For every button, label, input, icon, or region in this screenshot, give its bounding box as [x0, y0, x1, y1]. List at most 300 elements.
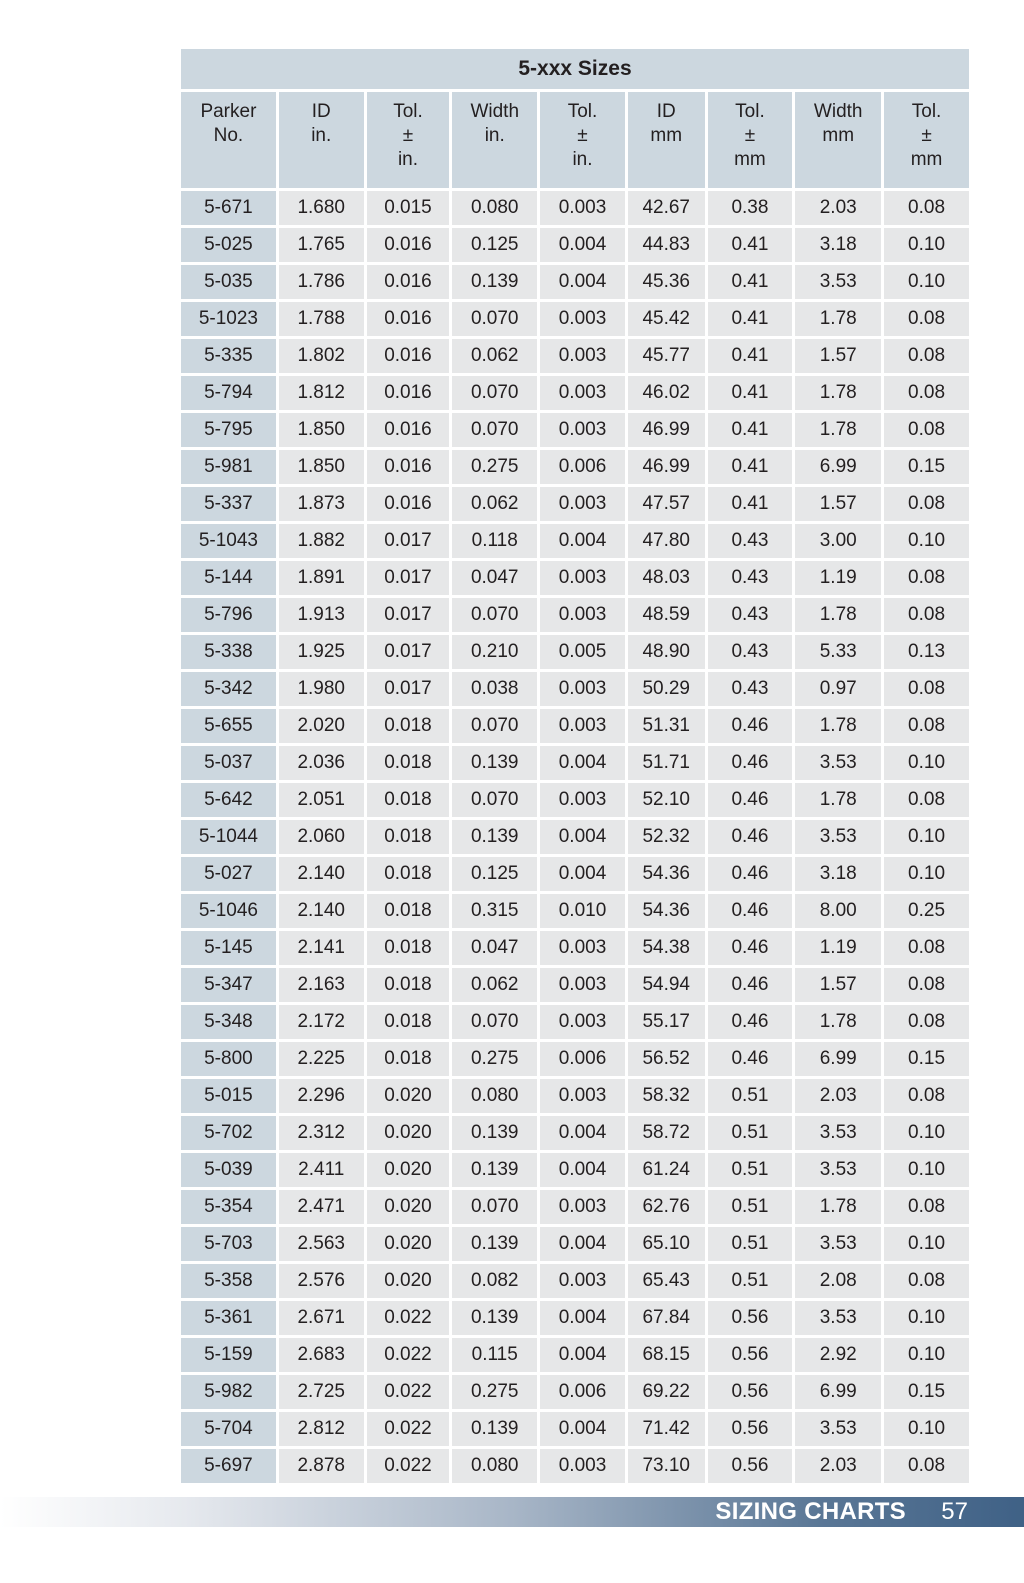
table-cell: 62.76	[628, 1190, 705, 1224]
table-cell: 0.020	[367, 1190, 450, 1224]
table-cell: 1.812	[279, 376, 364, 410]
table-cell: 45.42	[628, 302, 705, 336]
table-cell: 0.017	[367, 672, 450, 706]
table-cell: 6.99	[795, 450, 881, 484]
table-cell: 2.683	[279, 1338, 364, 1372]
parker-number-cell: 5-642	[181, 783, 276, 817]
table-cell: 1.980	[279, 672, 364, 706]
table-cell: 0.005	[540, 635, 625, 669]
table-cell: 3.53	[795, 1301, 881, 1335]
table-row	[181, 413, 969, 447]
table-cell: 0.004	[540, 524, 625, 558]
table-cell: 45.36	[628, 265, 705, 299]
table-cell: 2.172	[279, 1005, 364, 1039]
table-cell: 0.003	[540, 1190, 625, 1224]
table-row	[181, 968, 969, 1002]
table-cell: 0.08	[884, 709, 969, 743]
parker-number-cell: 5-704	[181, 1412, 276, 1446]
table-cell: 2.471	[279, 1190, 364, 1224]
column-header: ID mm	[628, 92, 705, 188]
table-cell: 0.10	[884, 1301, 969, 1335]
table-cell: 0.010	[540, 894, 625, 928]
table-cell: 1.78	[795, 598, 881, 632]
table-cell: 0.018	[367, 931, 450, 965]
table-row	[181, 635, 969, 669]
table-cell: 0.46	[708, 1005, 793, 1039]
column-header: Width in.	[452, 92, 537, 188]
table-cell: 0.139	[452, 265, 537, 299]
column-header: Parker No.	[181, 92, 276, 188]
table-cell: 0.25	[884, 894, 969, 928]
table-cell: 2.225	[279, 1042, 364, 1076]
table-cell: 0.080	[452, 191, 537, 225]
table-cell: 0.022	[367, 1412, 450, 1446]
header-row	[181, 92, 969, 188]
table-cell: 0.004	[540, 1153, 625, 1187]
table-cell: 2.060	[279, 820, 364, 854]
parker-number-cell: 5-037	[181, 746, 276, 780]
table-cell: 0.070	[452, 413, 537, 447]
table-cell: 0.018	[367, 894, 450, 928]
table-row	[181, 1153, 969, 1187]
table-row	[181, 1301, 969, 1335]
table-cell: 0.118	[452, 524, 537, 558]
table-cell: 2.163	[279, 968, 364, 1002]
table-cell: 0.016	[367, 450, 450, 484]
table-cell: 6.99	[795, 1042, 881, 1076]
table-cell: 0.003	[540, 561, 625, 595]
table-cell: 0.070	[452, 1190, 537, 1224]
table-cell: 0.020	[367, 1116, 450, 1150]
table-cell: 1.57	[795, 339, 881, 373]
table-cell: 0.018	[367, 709, 450, 743]
parker-number-cell: 5-015	[181, 1079, 276, 1113]
table-cell: 2.08	[795, 1264, 881, 1298]
table-cell: 2.03	[795, 191, 881, 225]
table-cell: 0.46	[708, 709, 793, 743]
parker-number-cell: 5-145	[181, 931, 276, 965]
table-cell: 0.003	[540, 1079, 625, 1113]
table-row	[181, 265, 969, 299]
table-cell: 58.72	[628, 1116, 705, 1150]
table-cell: 0.56	[708, 1375, 793, 1409]
table-cell: 1.78	[795, 783, 881, 817]
table-cell: 0.08	[884, 1449, 969, 1483]
table-cell: 0.56	[708, 1449, 793, 1483]
parker-number-cell: 5-981	[181, 450, 276, 484]
table-row	[181, 1079, 969, 1113]
table-cell: 0.15	[884, 1375, 969, 1409]
parker-number-cell: 5-347	[181, 968, 276, 1002]
table-cell: 0.062	[452, 968, 537, 1002]
table-cell: 0.43	[708, 672, 793, 706]
table-cell: 3.53	[795, 820, 881, 854]
column-header: Tol. ± in.	[540, 92, 625, 188]
table-cell: 2.671	[279, 1301, 364, 1335]
parker-number-cell: 5-361	[181, 1301, 276, 1335]
table-cell: 61.24	[628, 1153, 705, 1187]
table-cell: 2.03	[795, 1449, 881, 1483]
parker-number-cell: 5-702	[181, 1116, 276, 1150]
table-cell: 1.873	[279, 487, 364, 521]
table-row	[181, 1190, 969, 1224]
table-cell: 2.312	[279, 1116, 364, 1150]
parker-number-cell: 5-795	[181, 413, 276, 447]
table-cell: 3.53	[795, 1116, 881, 1150]
table-cell: 0.004	[540, 1116, 625, 1150]
parker-number-cell: 5-335	[181, 339, 276, 373]
table-cell: 0.003	[540, 413, 625, 447]
table-cell: 0.082	[452, 1264, 537, 1298]
table-cell: 0.080	[452, 1079, 537, 1113]
table-cell: 0.018	[367, 857, 450, 891]
table-cell: 0.51	[708, 1153, 793, 1187]
table-cell: 3.00	[795, 524, 881, 558]
table-cell: 0.016	[367, 376, 450, 410]
table-cell: 54.36	[628, 894, 705, 928]
table-cell: 1.802	[279, 339, 364, 373]
table-cell: 0.10	[884, 1338, 969, 1372]
parker-number-cell: 5-337	[181, 487, 276, 521]
column-header: Tol. ± mm	[884, 92, 969, 188]
table-cell: 1.913	[279, 598, 364, 632]
parker-number-cell: 5-025	[181, 228, 276, 262]
table-cell: 0.10	[884, 746, 969, 780]
table-cell: 2.020	[279, 709, 364, 743]
parker-number-cell: 5-697	[181, 1449, 276, 1483]
parker-number-cell: 5-159	[181, 1338, 276, 1372]
table-cell: 0.56	[708, 1338, 793, 1372]
table-cell: 1.19	[795, 561, 881, 595]
table-cell: 3.53	[795, 1412, 881, 1446]
table-cell: 0.125	[452, 857, 537, 891]
table-cell: 3.53	[795, 1227, 881, 1261]
table-cell: 0.004	[540, 1301, 625, 1335]
table-cell: 0.004	[540, 265, 625, 299]
table-cell: 0.51	[708, 1264, 793, 1298]
footer-section-label: SIZING CHARTS	[715, 1498, 906, 1525]
table-cell: 0.004	[540, 746, 625, 780]
table-cell: 1.788	[279, 302, 364, 336]
table-row	[181, 228, 969, 262]
table-row	[181, 376, 969, 410]
table-cell: 0.38	[708, 191, 793, 225]
table-cell: 73.10	[628, 1449, 705, 1483]
table-cell: 0.51	[708, 1190, 793, 1224]
table-cell: 1.78	[795, 302, 881, 336]
table-cell: 0.46	[708, 783, 793, 817]
table-cell: 0.022	[367, 1301, 450, 1335]
table-cell: 0.004	[540, 1227, 625, 1261]
table-cell: 0.016	[367, 302, 450, 336]
table-cell: 0.08	[884, 191, 969, 225]
table-cell: 0.017	[367, 635, 450, 669]
table-cell: 0.10	[884, 265, 969, 299]
parker-number-cell: 5-671	[181, 191, 276, 225]
title-row	[181, 49, 969, 89]
table-cell: 1.850	[279, 450, 364, 484]
table-cell: 0.10	[884, 228, 969, 262]
table-row	[181, 1005, 969, 1039]
table-row	[181, 1338, 969, 1372]
table-cell: 0.038	[452, 672, 537, 706]
table-cell: 0.51	[708, 1227, 793, 1261]
table-cell: 0.08	[884, 487, 969, 521]
table-cell: 0.08	[884, 598, 969, 632]
table-cell: 0.139	[452, 746, 537, 780]
table-cell: 55.17	[628, 1005, 705, 1039]
table-cell: 0.003	[540, 339, 625, 373]
table-cell: 0.003	[540, 598, 625, 632]
table-cell: 0.10	[884, 857, 969, 891]
table-cell: 0.08	[884, 1005, 969, 1039]
table-cell: 2.051	[279, 783, 364, 817]
parker-number-cell: 5-655	[181, 709, 276, 743]
table-cell: 0.10	[884, 1412, 969, 1446]
table-cell: 2.03	[795, 1079, 881, 1113]
parker-number-cell: 5-1046	[181, 894, 276, 928]
table-cell: 1.925	[279, 635, 364, 669]
table-row	[181, 524, 969, 558]
table-row	[181, 1264, 969, 1298]
table-cell: 0.15	[884, 450, 969, 484]
table-cell: 52.10	[628, 783, 705, 817]
table-cell: 0.003	[540, 302, 625, 336]
table-cell: 0.43	[708, 561, 793, 595]
table-cell: 0.020	[367, 1079, 450, 1113]
column-header: ID in.	[279, 92, 364, 188]
table-cell: 0.10	[884, 1153, 969, 1187]
table-cell: 47.57	[628, 487, 705, 521]
table-cell: 56.52	[628, 1042, 705, 1076]
table-cell: 0.10	[884, 820, 969, 854]
table-cell: 0.10	[884, 1227, 969, 1261]
table-cell: 0.275	[452, 450, 537, 484]
table-cell: 2.140	[279, 894, 364, 928]
table-cell: 0.210	[452, 635, 537, 669]
table-row	[181, 1375, 969, 1409]
table-cell: 42.67	[628, 191, 705, 225]
table-row	[181, 894, 969, 928]
table-cell: 0.08	[884, 968, 969, 1002]
table-cell: 48.59	[628, 598, 705, 632]
table-cell: 0.022	[367, 1375, 450, 1409]
table-cell: 0.003	[540, 968, 625, 1002]
table-cell: 54.36	[628, 857, 705, 891]
table-cell: 1.19	[795, 931, 881, 965]
table-cell: 0.020	[367, 1227, 450, 1261]
parker-number-cell: 5-354	[181, 1190, 276, 1224]
table-row	[181, 709, 969, 743]
table-cell: 0.275	[452, 1375, 537, 1409]
table-row	[181, 783, 969, 817]
table-row	[181, 1116, 969, 1150]
table-row	[181, 1227, 969, 1261]
table-cell: 2.411	[279, 1153, 364, 1187]
table-cell: 0.003	[540, 191, 625, 225]
table-row	[181, 450, 969, 484]
table-cell: 52.32	[628, 820, 705, 854]
table-cell: 0.016	[367, 413, 450, 447]
table-cell: 1.882	[279, 524, 364, 558]
table-cell: 1.78	[795, 1005, 881, 1039]
table-cell: 58.32	[628, 1079, 705, 1113]
parker-number-cell: 5-342	[181, 672, 276, 706]
table-cell: 0.46	[708, 968, 793, 1002]
table-row	[181, 1412, 969, 1446]
table-title: 5-xxx Sizes	[181, 49, 969, 89]
table-cell: 3.53	[795, 265, 881, 299]
table-cell: 0.15	[884, 1042, 969, 1076]
table-cell: 0.003	[540, 783, 625, 817]
table-cell: 0.006	[540, 450, 625, 484]
table-cell: 1.78	[795, 413, 881, 447]
table-cell: 0.08	[884, 783, 969, 817]
table-cell: 0.08	[884, 1079, 969, 1113]
table-cell: 0.047	[452, 931, 537, 965]
table-cell: 0.46	[708, 820, 793, 854]
table-cell: 51.71	[628, 746, 705, 780]
table-cell: 0.43	[708, 524, 793, 558]
table-cell: 2.296	[279, 1079, 364, 1113]
table-row	[181, 931, 969, 965]
table-cell: 0.139	[452, 1153, 537, 1187]
table-cell: 0.004	[540, 857, 625, 891]
table-cell: 0.97	[795, 672, 881, 706]
table-cell: 0.46	[708, 931, 793, 965]
table-cell: 0.08	[884, 376, 969, 410]
table-cell: 2.878	[279, 1449, 364, 1483]
table-cell: 0.51	[708, 1079, 793, 1113]
table-cell: 0.139	[452, 1301, 537, 1335]
table-cell: 0.017	[367, 561, 450, 595]
table-cell: 0.41	[708, 450, 793, 484]
table-cell: 65.43	[628, 1264, 705, 1298]
column-header: Tol. ± mm	[708, 92, 793, 188]
table-cell: 0.10	[884, 524, 969, 558]
table-cell: 0.017	[367, 524, 450, 558]
table-cell: 0.070	[452, 302, 537, 336]
table-cell: 0.08	[884, 302, 969, 336]
table-cell: 0.018	[367, 820, 450, 854]
table-cell: 0.016	[367, 265, 450, 299]
table-cell: 1.680	[279, 191, 364, 225]
table-row	[181, 746, 969, 780]
table-cell: 0.003	[540, 376, 625, 410]
parker-number-cell: 5-358	[181, 1264, 276, 1298]
table-cell: 0.08	[884, 931, 969, 965]
table-cell: 0.13	[884, 635, 969, 669]
table-cell: 0.139	[452, 1227, 537, 1261]
table-cell: 0.020	[367, 1153, 450, 1187]
table-row	[181, 561, 969, 595]
table-cell: 0.08	[884, 339, 969, 373]
table-cell: 6.99	[795, 1375, 881, 1409]
table-cell: 1.57	[795, 487, 881, 521]
parker-number-cell: 5-794	[181, 376, 276, 410]
parker-number-cell: 5-027	[181, 857, 276, 891]
table-cell: 50.29	[628, 672, 705, 706]
table-cell: 45.77	[628, 339, 705, 373]
table-row	[181, 598, 969, 632]
table-cell: 0.004	[540, 1338, 625, 1372]
table-cell: 0.018	[367, 1042, 450, 1076]
table-row	[181, 672, 969, 706]
table-cell: 0.018	[367, 968, 450, 1002]
table-cell: 0.41	[708, 339, 793, 373]
parker-number-cell: 5-703	[181, 1227, 276, 1261]
table-cell: 1.765	[279, 228, 364, 262]
table-cell: 2.141	[279, 931, 364, 965]
table-cell: 0.070	[452, 598, 537, 632]
table-cell: 0.115	[452, 1338, 537, 1372]
table-cell: 1.891	[279, 561, 364, 595]
table-cell: 46.02	[628, 376, 705, 410]
footer-page-number: 57	[941, 1498, 968, 1525]
table-cell: 0.003	[540, 709, 625, 743]
table-cell: 0.016	[367, 228, 450, 262]
table-cell: 0.006	[540, 1375, 625, 1409]
table-cell: 2.576	[279, 1264, 364, 1298]
table-cell: 0.018	[367, 746, 450, 780]
column-header: Tol. ± in.	[367, 92, 450, 188]
parker-number-cell: 5-348	[181, 1005, 276, 1039]
table-cell: 0.004	[540, 1412, 625, 1446]
table-cell: 0.047	[452, 561, 537, 595]
table-cell: 1.57	[795, 968, 881, 1002]
table-cell: 0.56	[708, 1412, 793, 1446]
table-cell: 68.15	[628, 1338, 705, 1372]
table-cell: 3.53	[795, 746, 881, 780]
table-cell: 0.41	[708, 413, 793, 447]
table-cell: 0.08	[884, 1264, 969, 1298]
table-row	[181, 487, 969, 521]
table-cell: 0.022	[367, 1338, 450, 1372]
table-cell: 1.786	[279, 265, 364, 299]
table-cell: 0.41	[708, 265, 793, 299]
table-cell: 0.004	[540, 820, 625, 854]
table-cell: 0.015	[367, 191, 450, 225]
table-cell: 0.003	[540, 931, 625, 965]
table-cell: 0.020	[367, 1264, 450, 1298]
table-cell: 0.43	[708, 598, 793, 632]
table-row	[181, 339, 969, 373]
table-cell: 0.08	[884, 561, 969, 595]
table-cell: 69.22	[628, 1375, 705, 1409]
table-cell: 0.018	[367, 1005, 450, 1039]
table-cell: 0.41	[708, 228, 793, 262]
table-cell: 0.43	[708, 635, 793, 669]
table-cell: 67.84	[628, 1301, 705, 1335]
table-cell: 0.004	[540, 228, 625, 262]
table-cell: 1.78	[795, 709, 881, 743]
table-cell: 0.017	[367, 598, 450, 632]
table-cell: 54.94	[628, 968, 705, 1002]
parker-number-cell: 5-796	[181, 598, 276, 632]
table-cell: 5.33	[795, 635, 881, 669]
table-cell: 0.062	[452, 339, 537, 373]
table-cell: 0.080	[452, 1449, 537, 1483]
table-cell: 0.003	[540, 672, 625, 706]
table-cell: 2.563	[279, 1227, 364, 1261]
table-cell: 0.51	[708, 1116, 793, 1150]
table-cell: 46.99	[628, 450, 705, 484]
table-cell: 0.016	[367, 339, 450, 373]
table-cell: 0.41	[708, 487, 793, 521]
table-cell: 0.003	[540, 1005, 625, 1039]
table-cell: 0.139	[452, 820, 537, 854]
parker-number-cell: 5-800	[181, 1042, 276, 1076]
